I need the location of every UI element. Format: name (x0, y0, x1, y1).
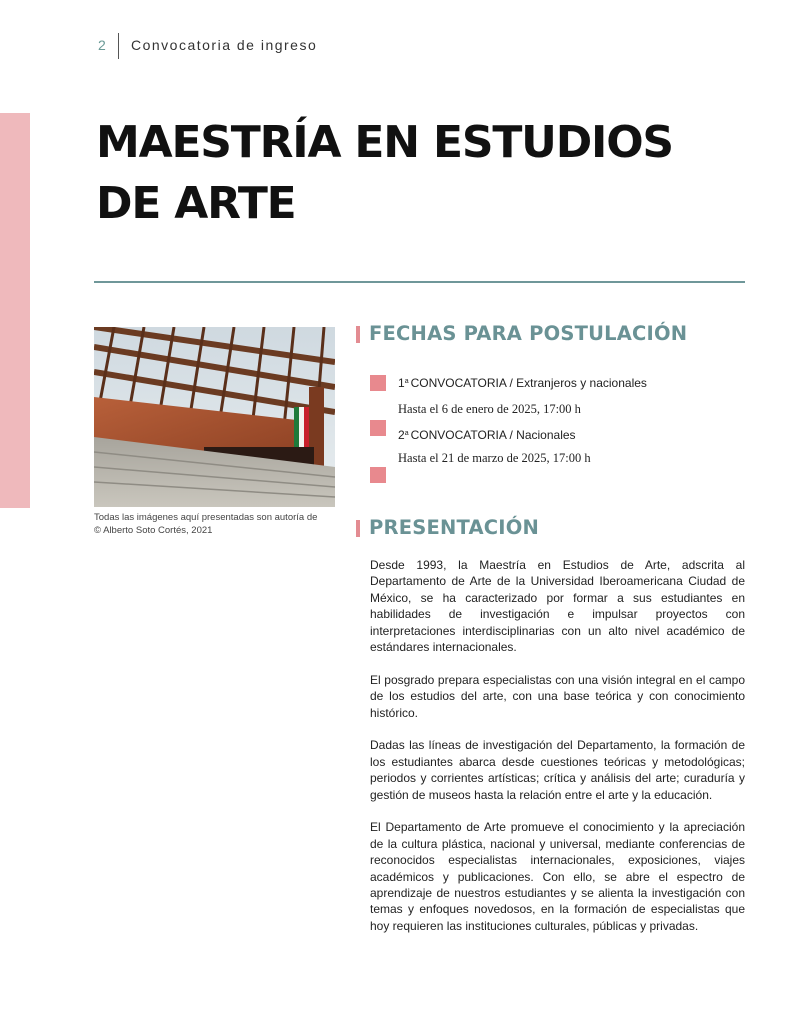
page-title (96, 112, 756, 234)
heading-accent-bar (356, 326, 360, 343)
presentacion-paragraph-2: El posgrado prepara especialistas con una visión integral en el campo de los estudios del arte, con una base teórica y con conocimiento histórico. (370, 672, 745, 720)
convocatoria-1-ordinal-suffix: a (404, 378, 409, 385)
convocatoria-1-label (398, 376, 647, 390)
photo-caption (94, 511, 339, 537)
header-divider (118, 33, 119, 59)
convocatoria-1-date: Hasta el 6 de enero de 2025, 17:00 h (398, 402, 581, 416)
convocatoria-2-date: Hasta el 21 de marzo de 2025, 17:00 h (398, 451, 591, 465)
campus-photo (94, 327, 335, 507)
fechas-heading-text: FECHAS PARA POSTULACIÓN (369, 322, 688, 345)
convocatoria-2-ordinal-suffix: a (404, 430, 409, 437)
convocatoria-2-ordinal: 2 (398, 428, 405, 442)
presentacion-paragraph-1: Desde 1993, la Maestría en Estudios de Arte, adscrita al Departamento de Arte de la Universidad Iberoamericana Ciudad de México, se ha caracterizado por formar a sus estudiantes en habilidades de investigación e impulsar proyectos con interpretaciones interdisciplinarias con un alto nivel académico de estándares internacionales. (370, 558, 745, 655)
photo-caption-line2: © Alberto Soto Cortés, 2021 (94, 525, 213, 536)
page-number: 2 (98, 37, 106, 53)
convocatoria-1-ordinal: 1 (398, 376, 405, 390)
presentacion-heading-text: PRESENTACIÓN (369, 516, 540, 539)
title-divider (94, 281, 745, 283)
convocatoria-1-text: CONVOCATORIA / Extranjeros y nacionales (410, 376, 647, 390)
date-marker-icon (370, 375, 386, 391)
header-section-title: Convocatoria de ingreso (131, 37, 318, 53)
convocatoria-2-label (398, 428, 576, 442)
page-title-line2: DE ARTE (96, 178, 296, 229)
campus-photo-illustration (94, 327, 335, 507)
presentacion-paragraph-4: El Departamento de Arte promueve el conocimiento y la apreciación de la cultura plástica, nacional y universal, mediante conferencias de reconocidos especialistas internacionales, exposiciones, viajes académicos y publicaciones. Con ello, se abre el espectro de aprendizaje de nuestros estudiantes y se alienta la investigación con temas y enfoques novedosos, en la formación de especialistas que hoy requieren las instituciones culturales, públicas y privadas. (370, 820, 745, 933)
presentacion-body (370, 557, 745, 951)
heading-accent-bar (356, 520, 360, 537)
date-marker-icon (370, 420, 386, 436)
date-marker-icon (370, 467, 386, 483)
photo-caption-line1: Todas las imágenes aquí presentadas son autoría de (94, 512, 318, 523)
convocatoria-2-text: CONVOCATORIA / Nacionales (410, 428, 576, 442)
page-title-line1: MAESTRÍA EN ESTUDIOS (96, 117, 673, 168)
decorative-side-band (0, 113, 30, 508)
presentacion-paragraph-3: Dadas las líneas de investigación del Departamento, la formación de los estudiantes abarca desde cuestiones teóricas y metodológicas; periodos y corrientes artísticas; crítica y análisis del arte; curaduría y gestión de museos hasta la relación entre el arte y la educación. (370, 738, 745, 802)
